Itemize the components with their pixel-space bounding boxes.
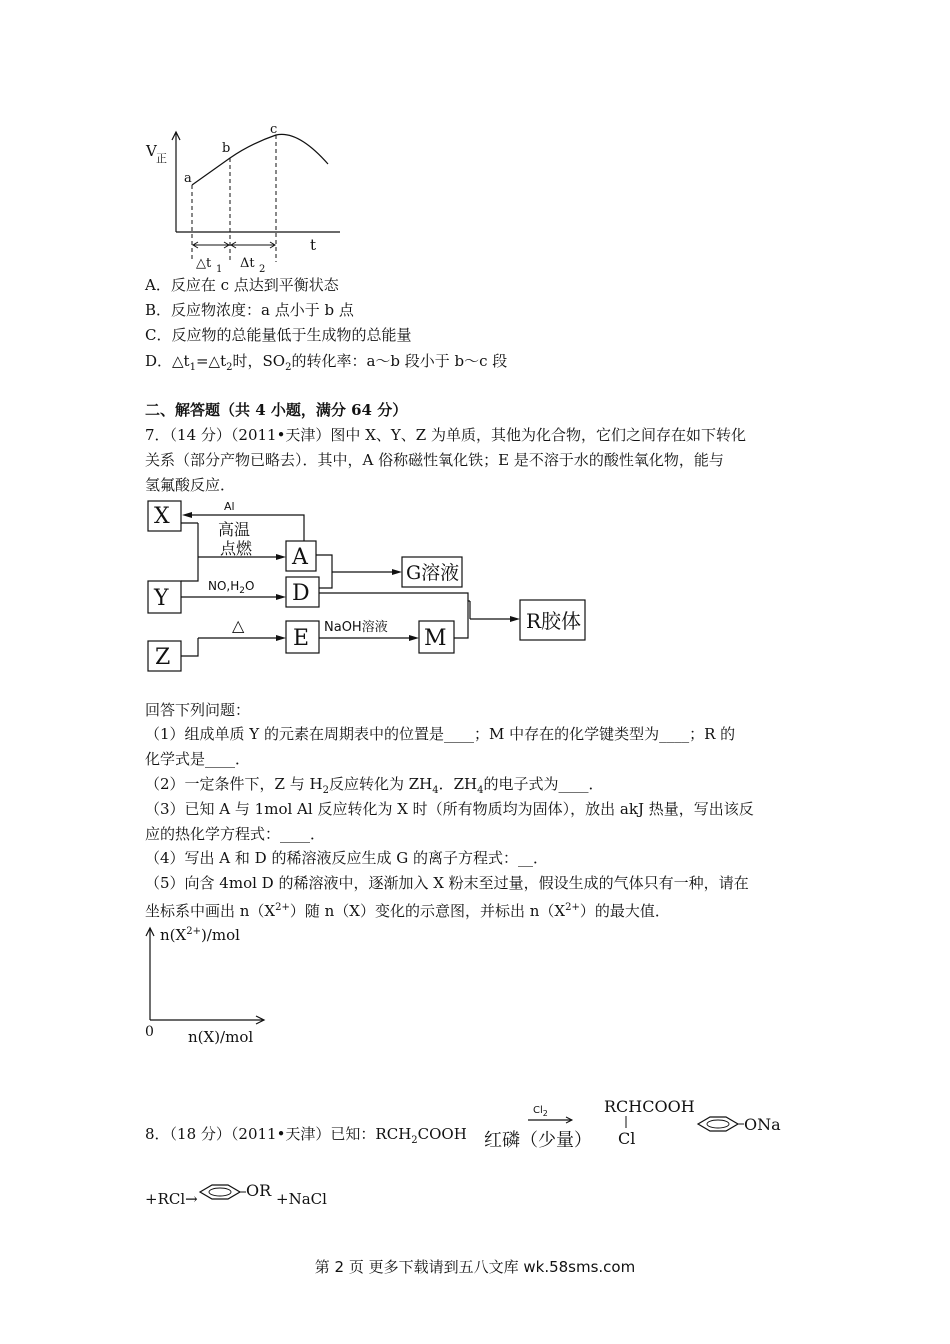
dt1-label: △t — [196, 256, 212, 271]
q7-line1: 7．（14 分）（2011•天津）图中 X、Y、Z 为单质，其他为化合物，它们之间存在如下转化 — [145, 426, 746, 444]
point-c: c — [270, 122, 278, 137]
sub4: （4）写出 A 和 D 的稀溶液反应生成 G 的离子方程式：__． — [145, 849, 548, 867]
node-z: Z — [155, 645, 171, 670]
catalyst-label: 红磷（少量） — [484, 1130, 592, 1151]
sub1-line2: 化学式是____． — [145, 750, 251, 768]
x-axis-label: t — [310, 236, 317, 254]
node-e: E — [293, 626, 310, 651]
label-no-h2o: $NO,H_2O$ — [208, 579, 255, 596]
node-r: R胶体 — [526, 609, 582, 633]
section-title: 二、解答题（共 4 小题，满分 64 分） — [145, 401, 408, 419]
sub3-line1: （3）已知 A 与 1mol Al 反应转化为 X 时（所有物质均为固体），放出 akJ 热量，写出该反 — [145, 800, 754, 818]
reagent-cl2: $Cl_2$ — [533, 1105, 548, 1118]
y-axis-label: V — [146, 142, 157, 160]
rate-curve — [192, 134, 328, 185]
coordinate-graph — [140, 920, 280, 1050]
nacl-label: +NaCl — [276, 1190, 327, 1208]
sub5-line1: （5）向含 4mol D 的稀溶液中，逐渐加入 X 粉末至过量，假设生成的气体只有一种，请在 — [145, 874, 749, 892]
q7-line2: 关系（部分产物已略去）．其中，A 俗称磁性氧化铁；E 是不溶于水的酸性氧化物，能与 — [145, 451, 724, 469]
label-al: Al — [224, 500, 235, 513]
node-d: D — [292, 581, 310, 606]
node-g: G溶液 — [406, 562, 460, 584]
q8-reaction-bottom — [196, 1172, 336, 1212]
or-label: OR — [246, 1181, 272, 1200]
label-high-temp: 高温 — [218, 520, 251, 539]
node-x: X — [154, 504, 170, 529]
sub2: （2）一定条件下，Z 与 $H_2$反应转化为 $ZH_4$．$ZH_4$的电子式为____． — [145, 775, 604, 796]
x-axis-label: n(X)/mol — [188, 1028, 254, 1046]
node-a: A — [292, 545, 308, 570]
point-a: a — [184, 171, 192, 186]
q7-line3: 氢氟酸反应． — [145, 476, 236, 494]
option-c: C．反应物的总能量低于生成物的总能量 — [145, 326, 412, 344]
dt2-sub: 2 — [259, 264, 266, 275]
option-a: A．反应在 c 点达到平衡状态 — [145, 276, 339, 294]
label-heat: △ — [232, 616, 245, 635]
rate-time-graph — [140, 122, 350, 277]
sub1-line1: （1）组成单质 Y 的元素在周期表中的位置是____；M 中存在的化学键类型为____；R 的 — [145, 725, 736, 743]
point-b: b — [222, 141, 231, 156]
node-m: M — [424, 626, 447, 651]
option-d: D．$\triangle t_1=\triangle t_2$时，$SO_2$的转化率：a～b 段小于 b～c 段 — [145, 352, 508, 373]
y-axis-sub: 正 — [156, 152, 167, 165]
product-formula: RCHCOOH — [604, 1097, 695, 1116]
conversion-diagram — [140, 495, 600, 675]
option-b: B．反应物浓度：a 点小于 b 点 — [145, 301, 354, 319]
node-y: Y — [154, 586, 169, 611]
product-cl: Cl — [618, 1129, 636, 1148]
label-naoh: NaOH溶液 — [324, 620, 388, 635]
q8-reaction-top — [480, 1090, 790, 1160]
answer-intro: 回答下列问题： — [145, 701, 251, 719]
dt2-label: Δt — [240, 256, 255, 271]
q8-rcl: +RCl→ — [145, 1190, 198, 1208]
dt1-sub: 1 — [216, 264, 223, 275]
label-ignite: 点燃 — [220, 539, 253, 558]
q8-prefix: 8．（18 分）（2011•天津）已知：$RCH_2COOH$ — [145, 1125, 467, 1146]
sub5-line2: 坐标系中画出 $n(X^{2+})$随 n（X）变化的示意图，并标出 $n(X^{2+})$的最大值． — [145, 902, 670, 920]
origin-label: 0 — [145, 1024, 154, 1040]
sub3-line2: 应的热化学方程式：____． — [145, 825, 326, 843]
ona-label: ONa — [744, 1115, 781, 1134]
y-axis-label: $n(X^{2+})$/mol — [160, 926, 240, 944]
page-footer: 第 2 页 更多下载请到五八文库 wk.58sms.com — [314, 1258, 636, 1276]
